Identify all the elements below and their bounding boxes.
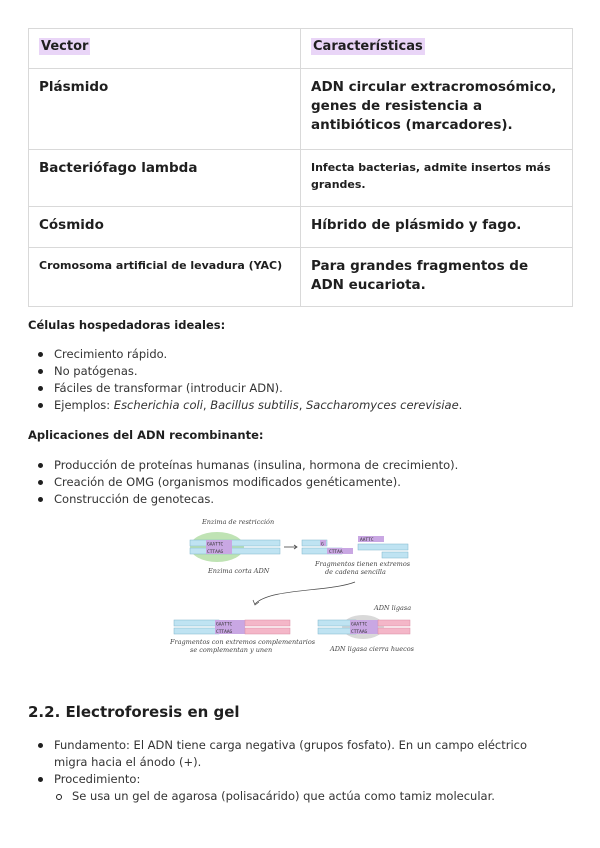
list-item: Creación de OMG (organismos modificados genéticamente). — [28, 474, 458, 491]
list-item: Construcción de genotecas. — [28, 491, 458, 508]
example-saccharomyces: Saccharomyces cerevisiae — [306, 398, 459, 412]
label-ligase: ADN ligasa — [374, 604, 412, 612]
hosts-title: Células hospedadoras ideales: — [28, 318, 226, 332]
example-ecoli: Escherichia coli — [113, 398, 203, 412]
list-item: Producción de proteínas humanas (insulina, hormona de crecimiento). — [28, 457, 458, 474]
header-caracteristicas: Características — [301, 29, 573, 69]
table-row — [29, 69, 573, 150]
anneal-right-top — [245, 620, 290, 626]
svg-text:CTTAAG: CTTAAG — [216, 630, 233, 635]
example-bacillus: Bacillus subtilis — [210, 398, 299, 412]
label-pair-1: Fragmentos con extremos complementarios — [170, 638, 316, 646]
applications-title: Aplicaciones del ADN recombinante: — [28, 428, 264, 442]
applications-list — [28, 457, 458, 508]
row-caracteristicas: Híbrido de plásmido y fago. — [301, 207, 573, 248]
dna-top-strand — [190, 540, 280, 546]
fragment-right-top — [358, 544, 408, 550]
table-row — [29, 207, 573, 248]
svg-text:GAATTC: GAATTC — [216, 622, 233, 628]
table-row — [29, 248, 573, 307]
ligase-right-top — [378, 620, 410, 626]
table-header-row — [29, 29, 573, 69]
label-enzyme: Enzima de restricción — [202, 518, 275, 526]
svg-text:G: G — [321, 542, 324, 548]
label-cut: Enzima corta ADN — [208, 567, 270, 575]
label-fragments-2: de cadena sencilla — [325, 568, 386, 576]
label-fragments-1: Fragmentos tienen extremos — [315, 560, 411, 568]
row-vector: Plásmido — [29, 69, 301, 150]
hosts-list — [28, 346, 462, 414]
label-pair-2: se complementan y unen — [190, 646, 273, 654]
row-caracteristicas: Infecta bacterias, admite insertos más grandes. — [301, 150, 573, 207]
ligase-right-bottom — [378, 628, 410, 634]
curved-arrow-icon — [255, 582, 355, 604]
svg-text:CTTAAG: CTTAAG — [207, 550, 224, 555]
vector-table — [28, 28, 573, 307]
anneal-left-bottom — [174, 628, 219, 634]
list-item: No patógenas. — [28, 363, 462, 380]
row-vector: Cósmido — [29, 207, 301, 248]
list-item: Fáciles de transformar (introducir ADN). — [28, 380, 462, 397]
section-list — [28, 737, 558, 805]
list-item: Procedimiento: — [28, 771, 558, 788]
svg-text:GAATTC: GAATTC — [207, 542, 224, 548]
section-title: 2.2. Electroforesis en gel — [28, 703, 240, 721]
list-item: Se usa un gel de agarosa (polisacárido) que actúa como tamiz molecular. — [28, 788, 558, 805]
list-item: Fundamento: El ADN tiene carga negativa (grupos fosfato). En un campo eléctrico migra hacia el ánodo (+). — [28, 737, 558, 771]
row-vector: Bacteriófago lambda — [29, 150, 301, 207]
row-caracteristicas: Para grandes fragmentos de ADN eucariota. — [301, 248, 573, 307]
list-item: Crecimiento rápido. — [28, 346, 462, 363]
label-ligase-seals: ADN ligasa cierra huecos — [330, 645, 414, 653]
svg-text:GAATTC: GAATTC — [351, 622, 368, 628]
row-vector: Cromosoma artificial de levadura (YAC) — [29, 248, 301, 307]
dna-bottom-strand — [190, 548, 280, 554]
svg-text:CTTAA: CTTAA — [329, 550, 343, 555]
table-row — [29, 150, 573, 207]
anneal-right-bottom — [245, 628, 290, 634]
fragment-right-edge — [378, 536, 383, 542]
svg-text:CTTAAG: CTTAAG — [351, 630, 368, 635]
list-item: Ejemplos: Escherichia coli, Bacillus subtilis, Saccharomyces cerevisiae. — [28, 397, 462, 414]
svg-text:AATTC: AATTC — [360, 538, 374, 543]
recombinant-dna-diagram — [170, 516, 420, 666]
fragment-right-bottom — [382, 552, 408, 558]
anneal-left-top — [174, 620, 219, 626]
row-caracteristicas: ADN circular extracromosómico, genes de resistencia a antibióticos (marcadores). — [301, 69, 573, 150]
header-vector: Vector — [29, 29, 301, 69]
curved-arrow-head-icon — [253, 600, 259, 605]
